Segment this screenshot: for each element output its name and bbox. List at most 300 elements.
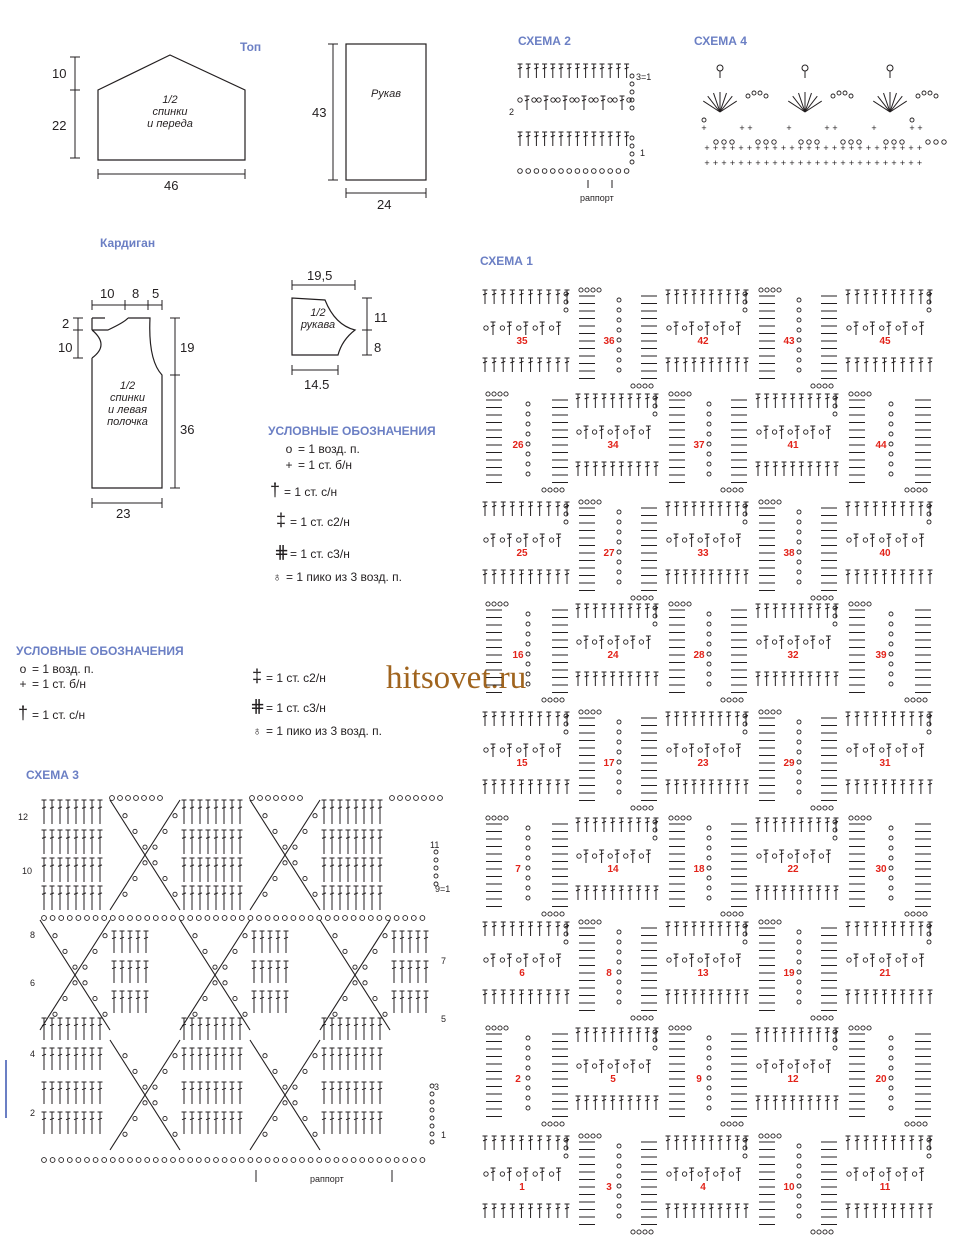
chain-symbol bbox=[889, 642, 893, 646]
stitch-symbol bbox=[705, 1168, 710, 1181]
stitch-symbol bbox=[537, 570, 542, 584]
stitch-symbol bbox=[546, 1204, 551, 1218]
stitch-symbol bbox=[873, 502, 878, 516]
stitch-symbol bbox=[855, 358, 860, 372]
stitch-symbol bbox=[825, 462, 830, 476]
chain-symbol bbox=[617, 530, 621, 534]
chain-symbol bbox=[486, 816, 490, 820]
chain-symbol bbox=[727, 912, 731, 916]
chain-symbol bbox=[757, 430, 761, 434]
chain-symbol bbox=[649, 1230, 653, 1234]
chain-symbol bbox=[707, 1086, 711, 1090]
scheme4-title: СХЕМА 4 bbox=[694, 34, 747, 48]
stitch-symbol bbox=[646, 426, 651, 439]
stitch-symbol bbox=[799, 886, 804, 900]
sc-symbol: + bbox=[729, 143, 736, 153]
chain-symbol bbox=[617, 940, 621, 944]
chain-symbol bbox=[617, 1144, 621, 1148]
chain-symbol bbox=[597, 710, 601, 714]
stitch-symbol bbox=[854, 954, 859, 967]
stitch-symbol bbox=[886, 744, 891, 757]
chain-symbol bbox=[797, 540, 801, 544]
sc-symbol: + bbox=[840, 143, 846, 153]
sc-symbol: + bbox=[772, 143, 778, 153]
motif-number: 6 bbox=[519, 968, 525, 979]
chain-symbol bbox=[653, 1046, 657, 1050]
chain-symbol bbox=[707, 836, 711, 840]
stitch-symbol bbox=[528, 922, 533, 936]
stitch-symbol bbox=[546, 780, 551, 794]
stitch-symbol bbox=[826, 1060, 831, 1073]
chain-symbol bbox=[833, 622, 837, 626]
chain-symbol bbox=[912, 958, 916, 962]
stitch-symbol bbox=[756, 394, 761, 408]
stitch-symbol bbox=[919, 744, 924, 757]
stitch-symbol bbox=[492, 922, 497, 936]
stitch-symbol bbox=[764, 886, 769, 900]
chain-symbol bbox=[817, 1230, 821, 1234]
chain-symbol bbox=[554, 912, 558, 916]
motif-number: 19 bbox=[783, 968, 795, 979]
chain-symbol bbox=[707, 432, 711, 436]
chain-symbol bbox=[617, 580, 621, 584]
stitch-symbol bbox=[492, 1136, 497, 1150]
scheme2-row-left: 2 bbox=[509, 107, 515, 117]
stitch-symbol bbox=[816, 604, 821, 618]
chain-symbol bbox=[889, 826, 893, 830]
sc-symbol: + bbox=[729, 158, 736, 168]
chain-symbol bbox=[797, 1154, 801, 1158]
chain-symbol bbox=[797, 368, 801, 372]
chain-symbol bbox=[788, 640, 792, 644]
stitch-symbol bbox=[593, 462, 598, 476]
chain-symbol bbox=[829, 1016, 833, 1020]
chain-symbol bbox=[743, 308, 747, 312]
chain-symbol bbox=[804, 854, 808, 858]
motif-number: 42 bbox=[697, 336, 709, 347]
stitch-symbol bbox=[903, 954, 908, 967]
legend-text: = 1 пико из 3 возд. п. bbox=[266, 724, 383, 738]
legend-text: = 1 ст. с/н bbox=[32, 708, 86, 722]
stitch-symbol bbox=[501, 990, 506, 1004]
stitch-symbol bbox=[886, 954, 891, 967]
stitch-symbol bbox=[909, 290, 914, 304]
chain-symbol bbox=[667, 538, 671, 542]
stitch-symbol bbox=[855, 780, 860, 794]
chain-symbol bbox=[643, 806, 647, 810]
stitch-symbol bbox=[519, 1136, 524, 1150]
chain-symbol bbox=[617, 570, 621, 574]
stitch-symbol bbox=[683, 1204, 688, 1218]
chain-symbol bbox=[765, 920, 769, 924]
chain-symbol bbox=[548, 1122, 552, 1126]
chain-symbol bbox=[560, 698, 564, 702]
stitch-symbol bbox=[636, 818, 641, 832]
chain-symbol bbox=[833, 1046, 837, 1050]
stitch-symbol bbox=[900, 990, 905, 1004]
chain-symbol bbox=[861, 1026, 865, 1030]
chain-symbol bbox=[733, 1122, 737, 1126]
stitch-symbol bbox=[483, 290, 488, 304]
single-crochet-icon: + bbox=[285, 458, 293, 472]
chain-symbol bbox=[498, 602, 502, 606]
chain-symbol bbox=[549, 748, 553, 752]
stitch-symbol bbox=[756, 672, 761, 686]
stitch-symbol bbox=[826, 850, 831, 863]
chain-symbol bbox=[486, 1026, 490, 1030]
chain-symbol bbox=[617, 1204, 621, 1208]
stitch-symbol bbox=[873, 990, 878, 1004]
chain-symbol bbox=[681, 392, 685, 396]
chain-symbol bbox=[707, 846, 711, 850]
stitch-symbol bbox=[919, 954, 924, 967]
stitch-symbol bbox=[756, 1096, 761, 1110]
scheme3-row-label: 1 bbox=[441, 1130, 447, 1140]
chain-symbol bbox=[880, 326, 884, 330]
stitch-symbol bbox=[709, 502, 714, 516]
motif-number: 14 bbox=[607, 864, 619, 875]
cardigan-dim-2: 2 bbox=[62, 316, 70, 331]
stitch-symbol bbox=[756, 818, 761, 832]
motif-number: 3 bbox=[606, 1182, 612, 1193]
stitch-symbol bbox=[602, 886, 607, 900]
chain-symbol bbox=[517, 538, 521, 542]
chain-symbol bbox=[714, 326, 718, 330]
stitch-symbol bbox=[891, 990, 896, 1004]
stitch-symbol bbox=[674, 1204, 679, 1218]
stitch-symbol bbox=[584, 394, 589, 408]
stitch-symbol bbox=[491, 954, 496, 967]
motif-number: 22 bbox=[787, 864, 799, 875]
stitch-symbol bbox=[726, 358, 731, 372]
stitch-symbol bbox=[736, 322, 741, 335]
chain-symbol bbox=[617, 348, 621, 352]
stitch-symbol bbox=[855, 922, 860, 936]
sc-symbol: + bbox=[865, 143, 872, 153]
stitch-symbol bbox=[825, 672, 830, 686]
stitch-symbol bbox=[773, 818, 778, 832]
chain-symbol bbox=[707, 856, 711, 860]
stitch-symbol bbox=[816, 886, 821, 900]
stitch-symbol bbox=[808, 672, 813, 686]
chain-symbol bbox=[682, 958, 686, 962]
stitch-symbol bbox=[900, 358, 905, 372]
stitch-symbol bbox=[808, 1028, 813, 1042]
double-crochet-icon: † bbox=[17, 703, 28, 723]
stitch-symbol bbox=[764, 426, 769, 439]
stitch-symbol bbox=[718, 1136, 723, 1150]
chain-symbol bbox=[617, 358, 621, 362]
stitch-symbol bbox=[700, 780, 705, 794]
stitch-symbol bbox=[692, 990, 697, 1004]
stitch-symbol bbox=[537, 1204, 542, 1218]
stitch-symbol bbox=[501, 712, 506, 726]
chain-symbol bbox=[548, 698, 552, 702]
chain-symbol bbox=[804, 640, 808, 644]
chain-symbol bbox=[617, 298, 621, 302]
chain-symbol bbox=[585, 710, 589, 714]
stitch-symbol bbox=[886, 534, 891, 547]
stitch-symbol bbox=[636, 672, 641, 686]
stitch-symbol bbox=[483, 570, 488, 584]
chain-symbol bbox=[927, 730, 931, 734]
stitch-symbol bbox=[918, 502, 923, 516]
stitch-symbol bbox=[492, 570, 497, 584]
chain-symbol bbox=[817, 384, 821, 388]
stitch-symbol bbox=[619, 672, 624, 686]
stitch-symbol bbox=[602, 394, 607, 408]
stitch-symbol bbox=[555, 290, 560, 304]
stitch-symbol bbox=[593, 604, 598, 618]
stitch-symbol bbox=[692, 780, 697, 794]
stitch-symbol bbox=[726, 1204, 731, 1218]
stitch-symbol bbox=[540, 322, 545, 335]
stitch-symbol bbox=[683, 712, 688, 726]
chain-symbol bbox=[829, 384, 833, 388]
sc-symbol: + bbox=[882, 158, 889, 168]
stitch-symbol bbox=[610, 394, 615, 408]
chain-symbol bbox=[721, 912, 725, 916]
chain-symbol bbox=[714, 958, 718, 962]
stitch-symbol bbox=[576, 462, 581, 476]
chain-symbol bbox=[714, 1172, 718, 1176]
sc-symbol: + bbox=[814, 158, 821, 168]
stitch-symbol bbox=[870, 322, 875, 335]
chain-symbol bbox=[889, 1106, 893, 1110]
stitch-symbol bbox=[674, 322, 679, 335]
stitch-symbol bbox=[903, 1168, 908, 1181]
chain-symbol bbox=[707, 472, 711, 476]
stitch-symbol bbox=[593, 886, 598, 900]
stitch-symbol bbox=[615, 636, 620, 649]
picot-icon: ♁ bbox=[252, 724, 262, 738]
stitch-symbol bbox=[537, 990, 542, 1004]
chain-symbol bbox=[617, 520, 621, 524]
chain-symbol bbox=[526, 1096, 530, 1100]
stitch-symbol bbox=[709, 290, 714, 304]
chain-symbol bbox=[585, 500, 589, 504]
chain-symbol bbox=[554, 698, 558, 702]
top-body-label-line: и переда bbox=[147, 118, 193, 130]
chain-symbol bbox=[923, 1122, 927, 1126]
stitch-symbol bbox=[645, 1028, 650, 1042]
chain-symbol bbox=[624, 430, 628, 434]
chain-symbol bbox=[788, 430, 792, 434]
chain-symbol bbox=[912, 1172, 916, 1176]
legend-text: = 1 ст. б/н bbox=[32, 677, 87, 691]
sc-symbol: + bbox=[891, 158, 897, 168]
stitch-symbol bbox=[903, 744, 908, 757]
chain-symbol bbox=[500, 1172, 504, 1176]
stitch-symbol bbox=[528, 780, 533, 794]
chain-symbol bbox=[777, 920, 781, 924]
stitch-symbol bbox=[779, 850, 784, 863]
stitch-symbol bbox=[528, 712, 533, 726]
stitch-symbol bbox=[918, 570, 923, 584]
stitch-symbol bbox=[689, 1168, 694, 1181]
cardigan-body-label-line: спинки bbox=[109, 392, 146, 404]
scheme2-row-right-bottom: 1 bbox=[640, 148, 646, 158]
stitch-symbol bbox=[646, 1060, 651, 1073]
chain-symbol bbox=[707, 672, 711, 676]
scheme3-row-label: 8 bbox=[30, 930, 36, 940]
stitch-symbol bbox=[855, 290, 860, 304]
chain-symbol bbox=[624, 854, 628, 858]
stitch-symbol bbox=[523, 954, 528, 967]
stitch-symbol bbox=[615, 1060, 620, 1073]
chain-symbol bbox=[739, 912, 743, 916]
chain-symbol bbox=[526, 1106, 530, 1110]
stitch-symbol bbox=[870, 534, 875, 547]
top-dim-10: 10 bbox=[52, 66, 67, 81]
stitch-symbol bbox=[846, 502, 851, 516]
stitch-symbol bbox=[735, 290, 740, 304]
chain-symbol bbox=[560, 912, 564, 916]
chain-symbol bbox=[698, 538, 702, 542]
chain-symbol bbox=[797, 760, 801, 764]
stitch-symbol bbox=[790, 604, 795, 618]
stitch-symbol bbox=[700, 1136, 705, 1150]
stitch-symbol bbox=[692, 1204, 697, 1218]
scheme3-row-label: 4 bbox=[30, 1049, 36, 1059]
stitch-symbol bbox=[689, 534, 694, 547]
stitch-symbol bbox=[918, 990, 923, 1004]
stitch-symbol bbox=[555, 570, 560, 584]
stitch-symbol bbox=[546, 922, 551, 936]
stitch-symbol bbox=[855, 1136, 860, 1150]
chain-symbol bbox=[698, 1172, 702, 1176]
stitch-symbol bbox=[834, 1096, 839, 1110]
stitch-symbol bbox=[528, 1204, 533, 1218]
stitch-symbol bbox=[593, 394, 598, 408]
sc-symbol: + bbox=[755, 143, 761, 153]
chain-symbol bbox=[811, 806, 815, 810]
stitch-symbol bbox=[593, 672, 598, 686]
motif-number: 5 bbox=[610, 1074, 616, 1085]
stitch-symbol bbox=[782, 462, 787, 476]
stitch-symbol bbox=[491, 322, 496, 335]
stitch-symbol bbox=[519, 990, 524, 1004]
cardigan-sleeve-label-line: 1/2 bbox=[310, 307, 326, 319]
chain-symbol bbox=[721, 698, 725, 702]
chain-symbol bbox=[829, 596, 833, 600]
stitch-symbol bbox=[825, 886, 830, 900]
chain-symbol bbox=[526, 402, 530, 406]
stitch-symbol bbox=[584, 818, 589, 832]
top-title: Топ bbox=[240, 40, 262, 54]
stitch-symbol bbox=[864, 1136, 869, 1150]
chain-symbol bbox=[797, 348, 801, 352]
stitch-symbol bbox=[630, 636, 635, 649]
stitch-symbol bbox=[619, 1096, 624, 1110]
motif-number: 4 bbox=[700, 1182, 706, 1193]
stitch-symbol bbox=[736, 1168, 741, 1181]
stitch-symbol bbox=[537, 712, 542, 726]
scheme3-repeat: раппорт bbox=[310, 1174, 344, 1184]
chain-symbol bbox=[797, 298, 801, 302]
stitch-symbol bbox=[666, 780, 671, 794]
chain-symbol bbox=[682, 748, 686, 752]
chain-symbol bbox=[631, 806, 635, 810]
stitch-symbol bbox=[683, 570, 688, 584]
stitch-symbol bbox=[718, 780, 723, 794]
stitch-symbol bbox=[654, 462, 659, 476]
stitch-symbol bbox=[782, 604, 787, 618]
stitch-symbol bbox=[510, 502, 515, 516]
sc-symbol: + bbox=[712, 143, 719, 153]
chain-symbol bbox=[617, 750, 621, 754]
stitch-symbol bbox=[610, 462, 615, 476]
sc-symbol: + bbox=[763, 143, 770, 153]
chain-symbol bbox=[727, 488, 731, 492]
stitch-symbol bbox=[918, 1204, 923, 1218]
stitch-symbol bbox=[799, 394, 804, 408]
legend-left-title: УСЛОВНЫЕ ОБОЗНАЧЕНИЯ bbox=[16, 644, 184, 658]
chain-symbol bbox=[707, 866, 711, 870]
chain-symbol bbox=[549, 1172, 553, 1176]
stitch-symbol bbox=[519, 502, 524, 516]
chain-symbol bbox=[617, 540, 621, 544]
chain-symbol bbox=[707, 422, 711, 426]
stitch-symbol bbox=[919, 534, 924, 547]
chain-symbol bbox=[847, 326, 851, 330]
chain-symbol bbox=[591, 288, 595, 292]
chain-symbol bbox=[643, 384, 647, 388]
stitch-symbol bbox=[909, 712, 914, 726]
chain-symbol bbox=[797, 1214, 801, 1218]
stitch-symbol bbox=[501, 922, 506, 936]
chain-symbol bbox=[486, 602, 490, 606]
sc-symbol: + bbox=[882, 143, 889, 153]
legend-text: = 1 ст. с2/н bbox=[266, 671, 326, 685]
chain-symbol bbox=[889, 1076, 893, 1080]
stitch-symbol bbox=[928, 570, 933, 584]
stitch-symbol bbox=[808, 1096, 813, 1110]
sc-symbol: + bbox=[909, 123, 915, 133]
chain-symbol bbox=[707, 442, 711, 446]
chain-symbol bbox=[829, 806, 833, 810]
chain-symbol bbox=[681, 602, 685, 606]
stitch-symbol bbox=[491, 1168, 496, 1181]
chain-symbol bbox=[526, 1086, 530, 1090]
top-sleeve-label: Рукав bbox=[371, 88, 401, 100]
chain-symbol bbox=[617, 338, 621, 342]
stitch-symbol bbox=[602, 672, 607, 686]
chain-symbol bbox=[526, 672, 530, 676]
stitch-symbol bbox=[555, 990, 560, 1004]
chain-symbol bbox=[637, 806, 641, 810]
chain-symbol bbox=[500, 748, 504, 752]
stitch-symbol bbox=[779, 1060, 784, 1073]
stitch-symbol bbox=[756, 604, 761, 618]
stitch-symbol bbox=[674, 922, 679, 936]
stitch-symbol bbox=[555, 358, 560, 372]
stitch-symbol bbox=[619, 394, 624, 408]
chain-symbol bbox=[608, 640, 612, 644]
stitch-symbol bbox=[576, 886, 581, 900]
chain-symbol bbox=[577, 430, 581, 434]
chain-symbol bbox=[797, 530, 801, 534]
stitch-symbol bbox=[510, 570, 515, 584]
cardigan-dim-36: 36 bbox=[180, 422, 195, 437]
chain-symbol bbox=[698, 958, 702, 962]
stitch-symbol bbox=[602, 604, 607, 618]
chain-symbol bbox=[579, 710, 583, 714]
stitch-symbol bbox=[540, 954, 545, 967]
stitch-symbol bbox=[546, 990, 551, 1004]
stitch-symbol bbox=[735, 780, 740, 794]
stitch-symbol bbox=[692, 570, 697, 584]
